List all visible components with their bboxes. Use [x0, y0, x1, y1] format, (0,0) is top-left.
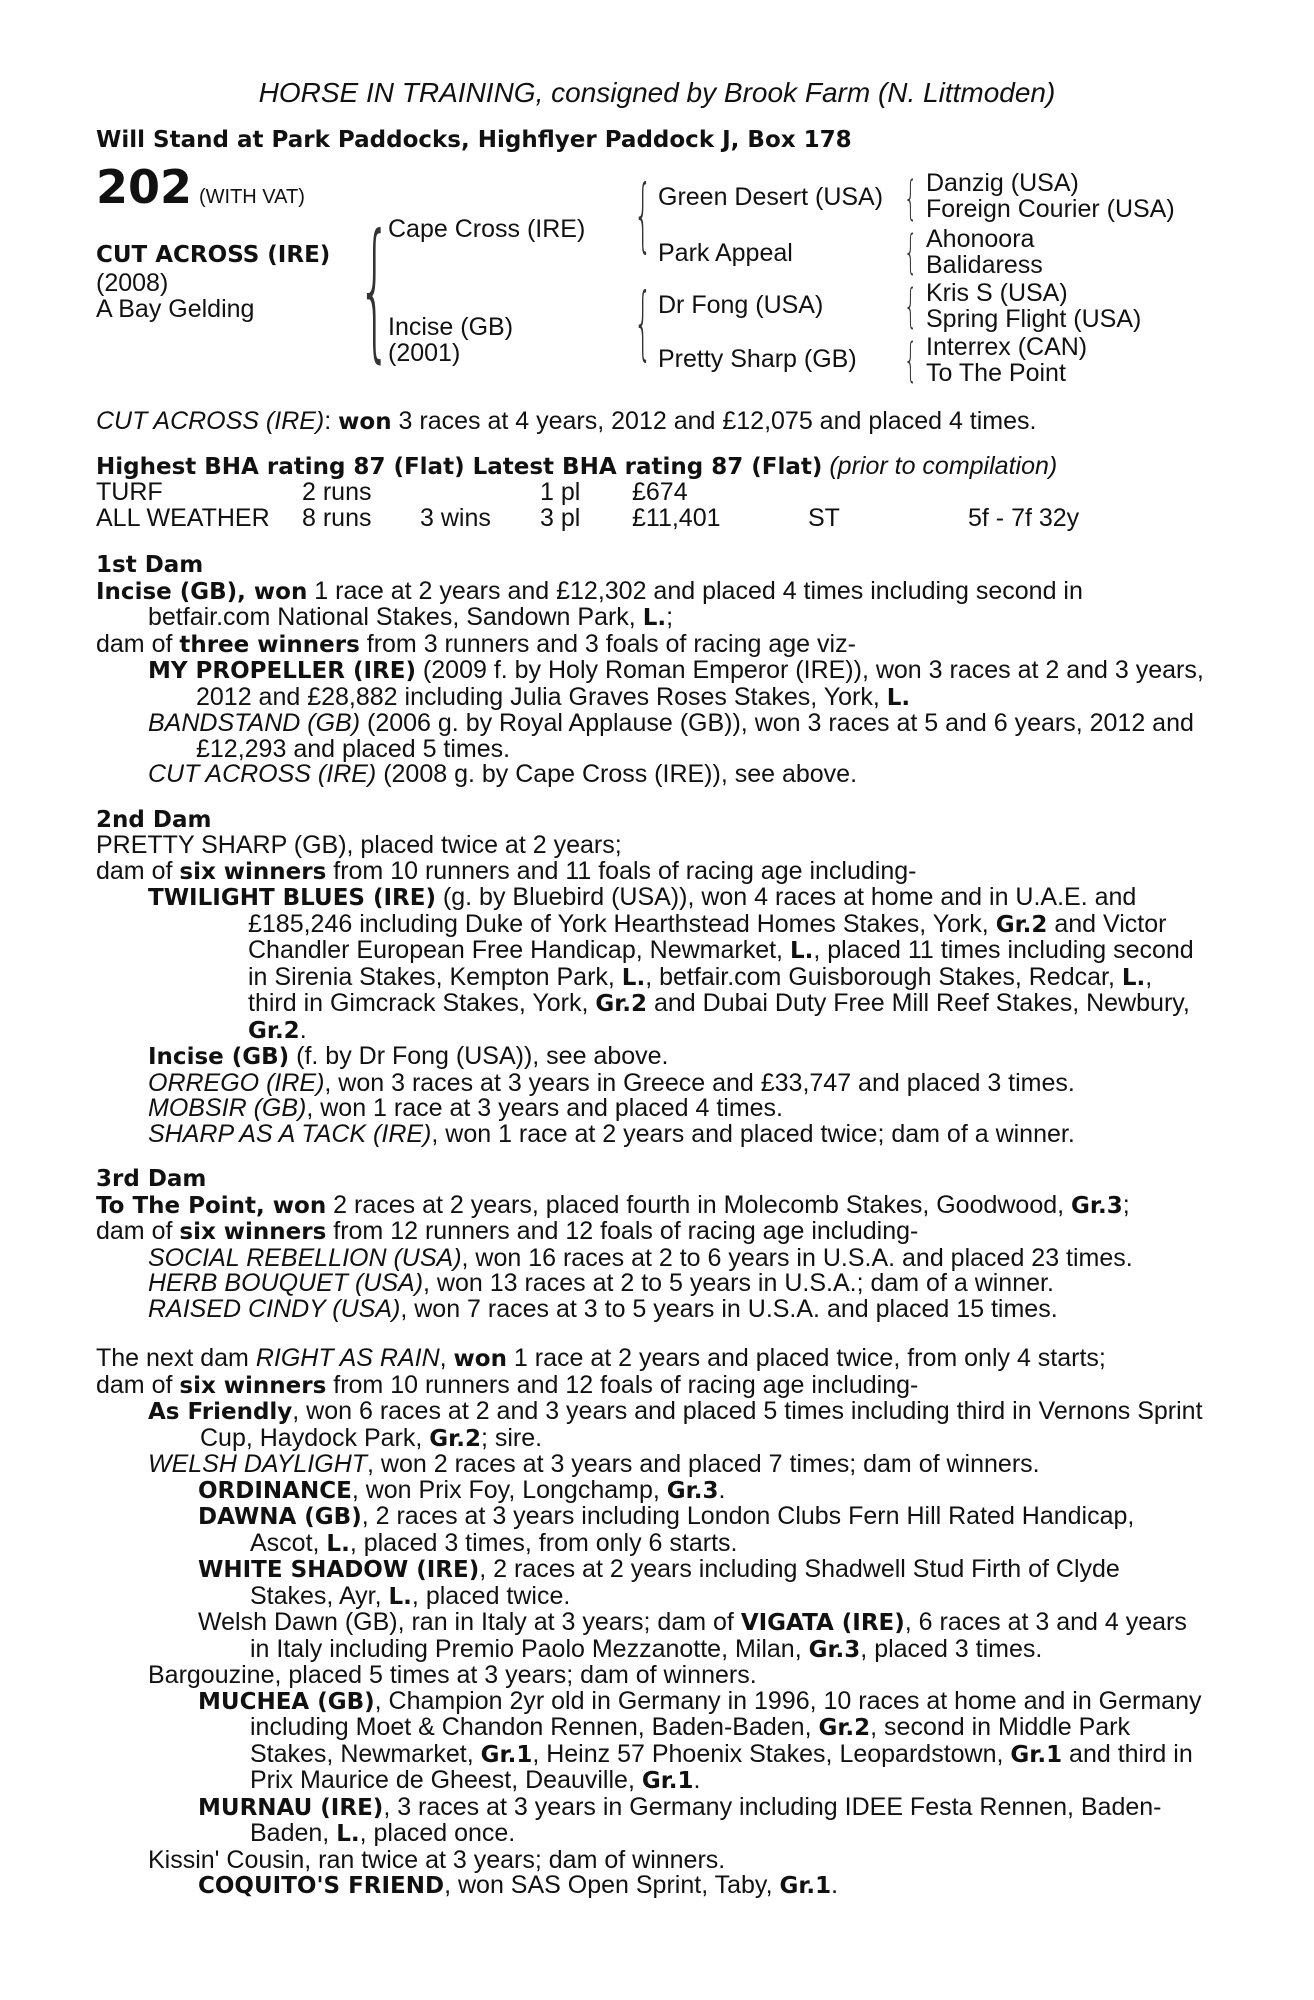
grand-offspring-entry [198, 1610, 1206, 1663]
text: dam of [96, 629, 180, 658]
text: . [831, 1871, 839, 1899]
sire-sire-sire: Danzig (USA) [926, 169, 1079, 197]
next-dam-section [96, 1346, 1206, 1900]
first-dam-record [96, 576, 1206, 632]
text: ; sire. [480, 1423, 543, 1452]
ratings-st: ST [808, 503, 840, 532]
grade: Gr.3 [1071, 1192, 1123, 1219]
text: , third in Gimcrack Stakes, York, [248, 962, 1153, 1017]
dam-sire-dam: Spring Flight (USA) [926, 305, 1142, 333]
sire-dam: Park Appeal [658, 239, 793, 267]
second-dam-produce [96, 856, 1206, 886]
text: from 12 runners and 12 foals of racing age including- [326, 1217, 919, 1245]
won: won [453, 1346, 507, 1372]
text: , betfair.com Guisborough Stakes, Redcar, [645, 962, 1122, 991]
dam: Incise (GB) [388, 313, 514, 341]
winners: six winners [179, 858, 327, 885]
race-summary: CUT ACROSS (IRE): won 3 races at 4 years, 2012 and £12,075 and placed 4 times. [96, 407, 1037, 435]
offspring-name: MOBSIR (GB) [148, 1094, 307, 1122]
ratings-runs: 2 runs [302, 478, 372, 506]
grade: Gr.3 [666, 1477, 719, 1504]
third-dam-section [96, 1167, 1206, 1322]
text: Welsh Dawn (GB), ran in Italy at 3 years; dam of [198, 1608, 741, 1636]
vat-note: (WITH VAT) [198, 186, 305, 208]
ratings-row [96, 503, 1206, 532]
text: , won SAS Open Sprint, Taby, [444, 1871, 780, 1899]
text: , placed once. [359, 1819, 516, 1847]
ratings-surface: ALL WEATHER [96, 503, 270, 532]
brace-icon: { [904, 225, 918, 279]
brace-icon: { [904, 333, 918, 387]
offspring-entry: Kissin' Cousin, ran twice at 3 years; dam of winners. [148, 1845, 726, 1874]
offspring-entry [148, 658, 1206, 711]
offspring-name: COQUITO'S FRIEND [198, 1873, 445, 1899]
text: , won 1 race at 2 years and placed twice; dam of a winner. [431, 1119, 1075, 1148]
catalogue-page [96, 77, 1206, 1900]
winners: six winners [179, 1372, 327, 1399]
grade: L. [388, 1583, 412, 1610]
grade: Gr.1 [779, 1873, 832, 1899]
consignor-title: HORSE IN TRAINING, consigned by Brook Farm (N. Littmoden) [258, 77, 1056, 108]
text: , won 6 races at 2 and 3 years and placed 5 times including third in Vernons Sprint Cup, Haydock Park, [200, 1397, 1203, 1452]
dam-sire-sire: Kris S (USA) [926, 279, 1068, 307]
first-dam-section [96, 553, 1206, 788]
text: (2009 f. by Holy Roman Emperor (IRE)), won 3 races at 2 and 3 years, 2012 and £28,882 including Julia Graves Roses Stakes, York, [196, 656, 1204, 711]
first-dam-produce [96, 629, 1206, 659]
third-dam-record [96, 1190, 1206, 1220]
text: from 10 runners and 12 foals of racing age including- [326, 1370, 919, 1399]
next-dam-produce [96, 1370, 1206, 1400]
ratings-block [96, 451, 1206, 532]
sire-dam-sire: Ahonoora [926, 225, 1035, 253]
text: , won 7 races at 3 to 5 years in U.S.A. and placed 15 times. [400, 1294, 1058, 1323]
text: , 2 races at 2 years including Shadwell Stud Firth of Clyde Stakes, Ayr, [250, 1555, 1120, 1610]
grade: Gr.2 [595, 991, 648, 1017]
offspring-entry: Bargouzine, placed 5 times at 3 years; dam of winners. [148, 1661, 757, 1689]
horse-name: CUT ACROSS (IRE) [96, 242, 331, 268]
text: , [439, 1344, 454, 1372]
text: 1 race at 2 years and £12,302 and placed 4 times including second in betfair.com National Stakes, Sandown Park, [148, 576, 1083, 631]
offspring-name: SOCIAL REBELLION (USA) [148, 1243, 462, 1272]
text: from 3 runners and 3 foals of racing age viz- [359, 629, 856, 658]
grade: Gr.3 [808, 1636, 861, 1663]
offspring-name: WELSH DAYLIGHT [148, 1450, 368, 1478]
grand-offspring-entry [198, 1504, 1206, 1557]
offspring-name: RAISED CINDY (USA) [148, 1294, 401, 1323]
stand-location: Will Stand at Park Paddocks, Highflyer Paddock J, Box 178 [96, 126, 852, 153]
offspring-entry [148, 1399, 1206, 1452]
text: . [299, 1015, 307, 1044]
ratings-st [808, 480, 968, 506]
summary-won: won [338, 409, 392, 435]
text: (f. by Dr Fong (USA)), see above. [289, 1042, 669, 1070]
offspring-name: MURNAU (IRE) [198, 1794, 384, 1821]
third-dam-produce [96, 1219, 1206, 1246]
offspring-name: MUCHEA (GB) [198, 1688, 375, 1715]
sire-dam-dam: Balidaress [926, 251, 1043, 279]
text: (2006 g. by Royal Applause (GB)), won 3 races at 5 and 6 years, 2012 and £12,293 and placed 5 times. [196, 709, 1194, 763]
text: , second in Middle Park Stakes, Newmarket, [250, 1713, 1131, 1768]
text: , 2 races at 3 years including London Clubs Fern Hill Rated Handicap, Ascot, [250, 1502, 1135, 1557]
offspring-name: ORDINANCE [198, 1477, 352, 1504]
next-dam-record [96, 1346, 1206, 1373]
text: dam of [96, 856, 180, 885]
offspring-name: Incise (GB) [148, 1044, 290, 1070]
ratings-note: (prior to compilation) [829, 451, 1058, 480]
text: dam of [96, 1370, 180, 1399]
second-dam-section [96, 808, 1206, 1148]
first-dam-heading: 1st Dam [96, 552, 204, 578]
summary-horse: CUT ACROSS (IRE) [96, 407, 325, 435]
text: , won 2 races at 3 years and placed 7 times; dam of winners. [367, 1450, 1040, 1478]
text: , placed 3 times, from only 6 starts. [349, 1528, 738, 1557]
offspring-entry [148, 762, 1206, 788]
offspring-name: VIGATA (IRE) [740, 1610, 905, 1636]
offspring-entry [148, 1452, 1206, 1478]
text: The next dam [96, 1344, 256, 1372]
text: , 6 races at 3 and 4 years in Italy including Premio Paolo Mezzanotte, Milan, [250, 1608, 1187, 1663]
text: (g. by Bluebird (USA)), won 4 races at home and in U.A.E. and £185,246 including Duke of York Hearthstead Homes Stakes, York, [248, 883, 1137, 938]
second-dam-record: PRETTY SHARP (GB), placed twice at 2 years; [96, 831, 622, 859]
ratings-wins: 3 wins [420, 503, 491, 532]
summary-text: 3 races at 4 years, 2012 and £12,075 and placed 4 times. [391, 407, 1037, 435]
ratings-runs: 8 runs [302, 503, 372, 532]
grade: L. [642, 605, 667, 631]
dam-dam-sire: Interrex (CAN) [926, 333, 1088, 361]
lot-number: 202 [96, 160, 193, 214]
text: 2 races at 2 years, placed fourth in Molecomb Stakes, Goodwood, [326, 1190, 1072, 1219]
ratings-surface: TURF [96, 478, 163, 506]
dam-dam: Pretty Sharp (GB) [658, 345, 857, 373]
grade: L. [621, 964, 646, 991]
ratings-money: £11,401 [632, 503, 721, 532]
offspring-entry [148, 1271, 1206, 1297]
offspring-name: As Friendly [148, 1399, 293, 1425]
grade: Gr.2 [248, 1017, 300, 1044]
offspring-name: WHITE SHADOW (IRE) [198, 1557, 480, 1583]
ratings-distance: 5f - 7f 32y [968, 503, 1080, 532]
offspring-name: DAWNA (GB) [198, 1504, 362, 1530]
offspring-name: HERB BOUQUET (USA) [148, 1269, 424, 1297]
grade: L. [789, 938, 814, 964]
offspring-entry [148, 1119, 1206, 1148]
text: ; [1122, 1190, 1130, 1219]
grade: Gr.1 [480, 1741, 533, 1768]
third-dam-heading: 3rd Dam [96, 1166, 207, 1192]
brace-icon: { [634, 276, 652, 369]
offspring-name: TWILIGHT BLUES (IRE) [148, 885, 436, 911]
offspring-entry [148, 1243, 1206, 1272]
brace-icon: { [904, 279, 918, 333]
offspring-name: BANDSTAND (GB) [148, 709, 361, 737]
ratings-row [96, 480, 1206, 506]
text: , Champion 2yr old in Germany in 1996, 10 races at home and in Germany including Moet & Chandon Rennen, Baden-Baden, [250, 1686, 1202, 1741]
horse-description: A Bay Gelding [96, 295, 255, 323]
text: dam of [96, 1217, 180, 1245]
ratings-placed: 1 pl [540, 478, 581, 506]
ratings-wins [420, 480, 540, 506]
offspring-entry [148, 711, 1206, 762]
ratings-placed: 3 pl [540, 503, 581, 532]
text: , won Prix Foy, Longchamp, [351, 1475, 667, 1504]
text: , placed 3 times. [860, 1634, 1043, 1663]
grade: L. [326, 1530, 350, 1557]
text: . [693, 1766, 701, 1794]
text: , Heinz 57 Phoenix Stakes, Leopardstown, [532, 1739, 1011, 1768]
grade: Gr.1 [641, 1768, 694, 1794]
offspring-entry [148, 1294, 1206, 1323]
pedigree-block [96, 160, 1206, 405]
brace-icon: { [904, 171, 918, 225]
grade: Gr.2 [429, 1425, 481, 1452]
text: , won 16 races at 2 to 6 years in U.S.A. and placed 23 times. [461, 1243, 1133, 1272]
offspring-entry [148, 1068, 1206, 1097]
winners: three winners [179, 631, 360, 658]
second-dam-heading: 2nd Dam [96, 806, 212, 833]
text: , won 1 race at 3 years and placed 4 times. [306, 1094, 783, 1122]
grade: L. [886, 684, 911, 711]
offspring-name: SHARP AS A TACK (IRE) [148, 1119, 432, 1148]
text: from 10 runners and 11 foals of racing age including- [326, 856, 917, 885]
lot-heading [96, 160, 305, 214]
grade: Gr.2 [995, 911, 1048, 938]
grade: L. [336, 1821, 360, 1847]
offspring-entry [148, 1044, 1206, 1071]
text: , placed 11 times including second in Sirenia Stakes, Kempton Park, [248, 936, 1194, 991]
text: and Dubai Duty Free Mill Reef Stakes, Newbury, [647, 989, 1190, 1017]
dam-name: RIGHT AS RAIN [255, 1344, 440, 1372]
offspring-entry [148, 885, 1206, 1044]
brace-icon: { [634, 168, 652, 261]
text: and third in Prix Maurice de Gheest, Deauville, [250, 1739, 1193, 1794]
dam-dam-dam: To The Point [926, 359, 1066, 387]
grand-offspring-entry [198, 1873, 1206, 1900]
text: , won 3 races at 3 years in Greece and £33,747 and placed 3 times. [324, 1068, 1075, 1097]
brace-icon: { [358, 203, 392, 377]
horse-year: (2008) [96, 269, 169, 297]
grand-offspring-entry [198, 1557, 1206, 1610]
winners: six winners [179, 1219, 327, 1245]
offspring-name: ORREGO (IRE) [148, 1068, 325, 1097]
text: . [718, 1475, 726, 1504]
grade: Gr.1 [1010, 1741, 1063, 1768]
text: (2008 g. by Cape Cross (IRE)), see above. [376, 760, 858, 788]
offspring-entry [148, 1096, 1206, 1122]
grand-offspring-entry [198, 1475, 1206, 1505]
grand-offspring-entry [198, 1792, 1206, 1848]
text: , placed twice. [411, 1581, 571, 1610]
ratings-line: Highest BHA rating 87 (Flat) Latest BHA rating 87 (Flat) [96, 453, 823, 480]
ratings-money: £674 [632, 478, 688, 506]
dam-name: To The Point, won [96, 1192, 327, 1219]
text: , won 13 races at 2 to 5 years in U.S.A.; dam of a winner. [423, 1269, 1054, 1297]
grade: L. [1121, 964, 1146, 991]
dam-year: (2001) [388, 339, 461, 367]
text: ; [666, 603, 674, 631]
dam-sire: Dr Fong (USA) [658, 291, 824, 319]
sire: Cape Cross (IRE) [388, 215, 586, 243]
text: , 3 races at 3 years in Germany including IDEE Festa Rennen, Baden-Baden, [250, 1792, 1162, 1847]
grade: Gr.2 [818, 1715, 871, 1741]
offspring-name: MY PROPELLER (IRE) [148, 658, 416, 684]
sire-sire: Green Desert (USA) [658, 183, 884, 211]
grand-offspring-entry [198, 1686, 1206, 1795]
sire-sire-dam: Foreign Courier (USA) [926, 195, 1175, 223]
text: 1 race at 2 years and placed twice, from only 4 starts; [506, 1344, 1106, 1372]
text: and Victor Chandler European Free Handicap, Newmarket, [248, 909, 1167, 964]
offspring-name: CUT ACROSS (IRE) [148, 760, 377, 788]
dam-name: Incise (GB), won [96, 578, 308, 605]
